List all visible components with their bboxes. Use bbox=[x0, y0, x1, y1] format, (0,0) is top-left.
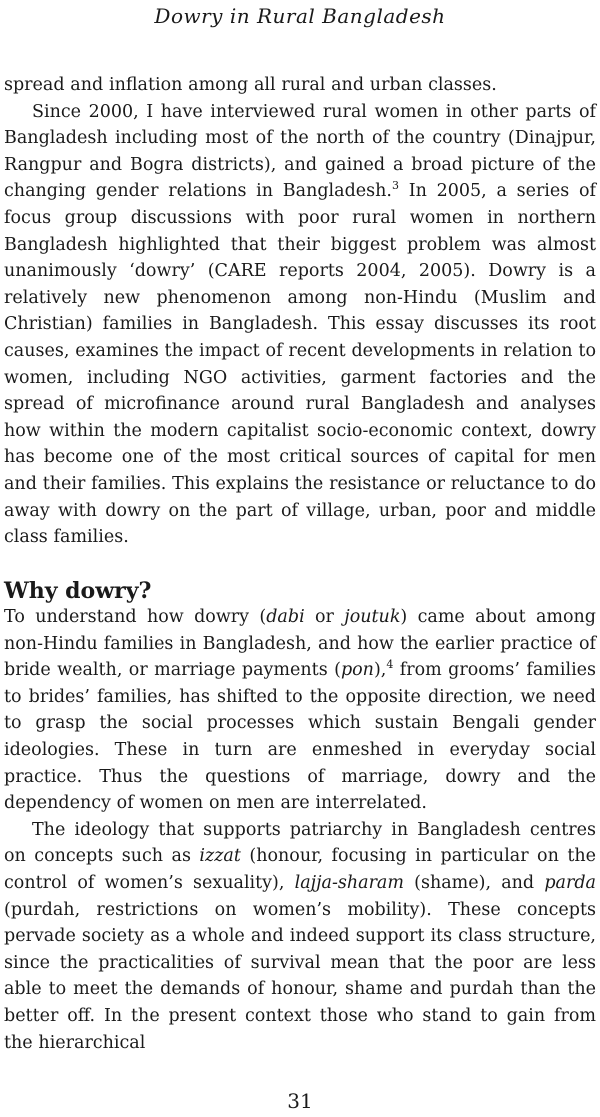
text-span: (honour, focusing in particular on the control of women’s sexuality), bbox=[4, 846, 596, 893]
text-span: Since 2000, I have interviewed rural women in other parts of Bangladesh including most of the north of the country (Dinajpur, Rangpur and Bogra districts), and gained a broad picture of the changing gender relations in Bangladesh. bbox=[4, 101, 596, 202]
page-number: 31 bbox=[287, 1089, 313, 1113]
italic-term: dabi bbox=[266, 607, 305, 627]
text-span: (shame), and bbox=[403, 872, 545, 893]
paragraph-continuation: spread and inflation among all rural and urban classes. bbox=[4, 75, 497, 95]
text-span: To understand how dowry ( bbox=[4, 607, 267, 627]
text-span: ), bbox=[373, 660, 387, 681]
text-span: from grooms’ families to brides’ families, has shifted to the opposite direction, we need to grasp the social processes which sustain Bengali gender ideologies. These in turn are enmeshed in everyday social practice. Thus the questions of marriage, dowry and the dependency of women on men are interrelated. bbox=[4, 660, 597, 814]
italic-term: pon bbox=[340, 660, 374, 681]
section-intro bbox=[4, 72, 596, 551]
paragraph-patriarchy bbox=[4, 817, 596, 1056]
italic-term: izzat bbox=[199, 846, 241, 867]
italic-term: joutuk bbox=[344, 607, 401, 627]
text-span: or bbox=[304, 607, 345, 627]
italic-term: parda bbox=[544, 872, 596, 893]
footnote-ref-3: 3 bbox=[391, 179, 399, 193]
paragraph-dowry-origins bbox=[4, 604, 596, 817]
footnote-ref-4: 4 bbox=[386, 658, 394, 672]
paragraph-interviews bbox=[4, 99, 596, 551]
text-span: The ideology that supports patriarchy in Bangladesh centres on concepts such as bbox=[4, 819, 596, 867]
running-header: Dowry in Rural Bangladesh bbox=[154, 4, 446, 28]
section-heading: Why dowry? bbox=[4, 578, 152, 604]
italic-term: lajja-sharam bbox=[294, 872, 404, 893]
text-span: (purdah, restrictions on women’s mobility). These concepts pervade society as a whole and indeed support its class structure, since the practicalities of survival mean that the poor are less able to meet the demands of honour, shame and purdah than the better off. In the present context those who stand to gain from the hierarchical bbox=[4, 899, 596, 1053]
text-span: In 2005, a series of focus group discussions with poor rural women in northern Bangladesh highlighted that their biggest problem was almost unanimously ‘dowry’ (CARE reports 2004, 2005). Dowry is a relatively new phenomenon among non-Hindu (Muslim and Christian) families in Bangladesh. This essay discusses its root causes, examines the impact of recent developments in relation to women, including NGO activities, garment factories and the spread of microfinance around rural Bangladesh and analyses how within the modern capitalist socio-economic context, dowry has become one of the most critical sources of capital for men and their families. This explains the resistance or reluctance to do away with dowry on the part of village, urban, poor and middle class families. bbox=[4, 181, 596, 548]
section-why-dowry bbox=[4, 604, 596, 1056]
text-span: ) came about among non-Hindu families in Bangladesh, and how the earlier practice of bride wealth, or marriage payments ( bbox=[4, 607, 596, 681]
